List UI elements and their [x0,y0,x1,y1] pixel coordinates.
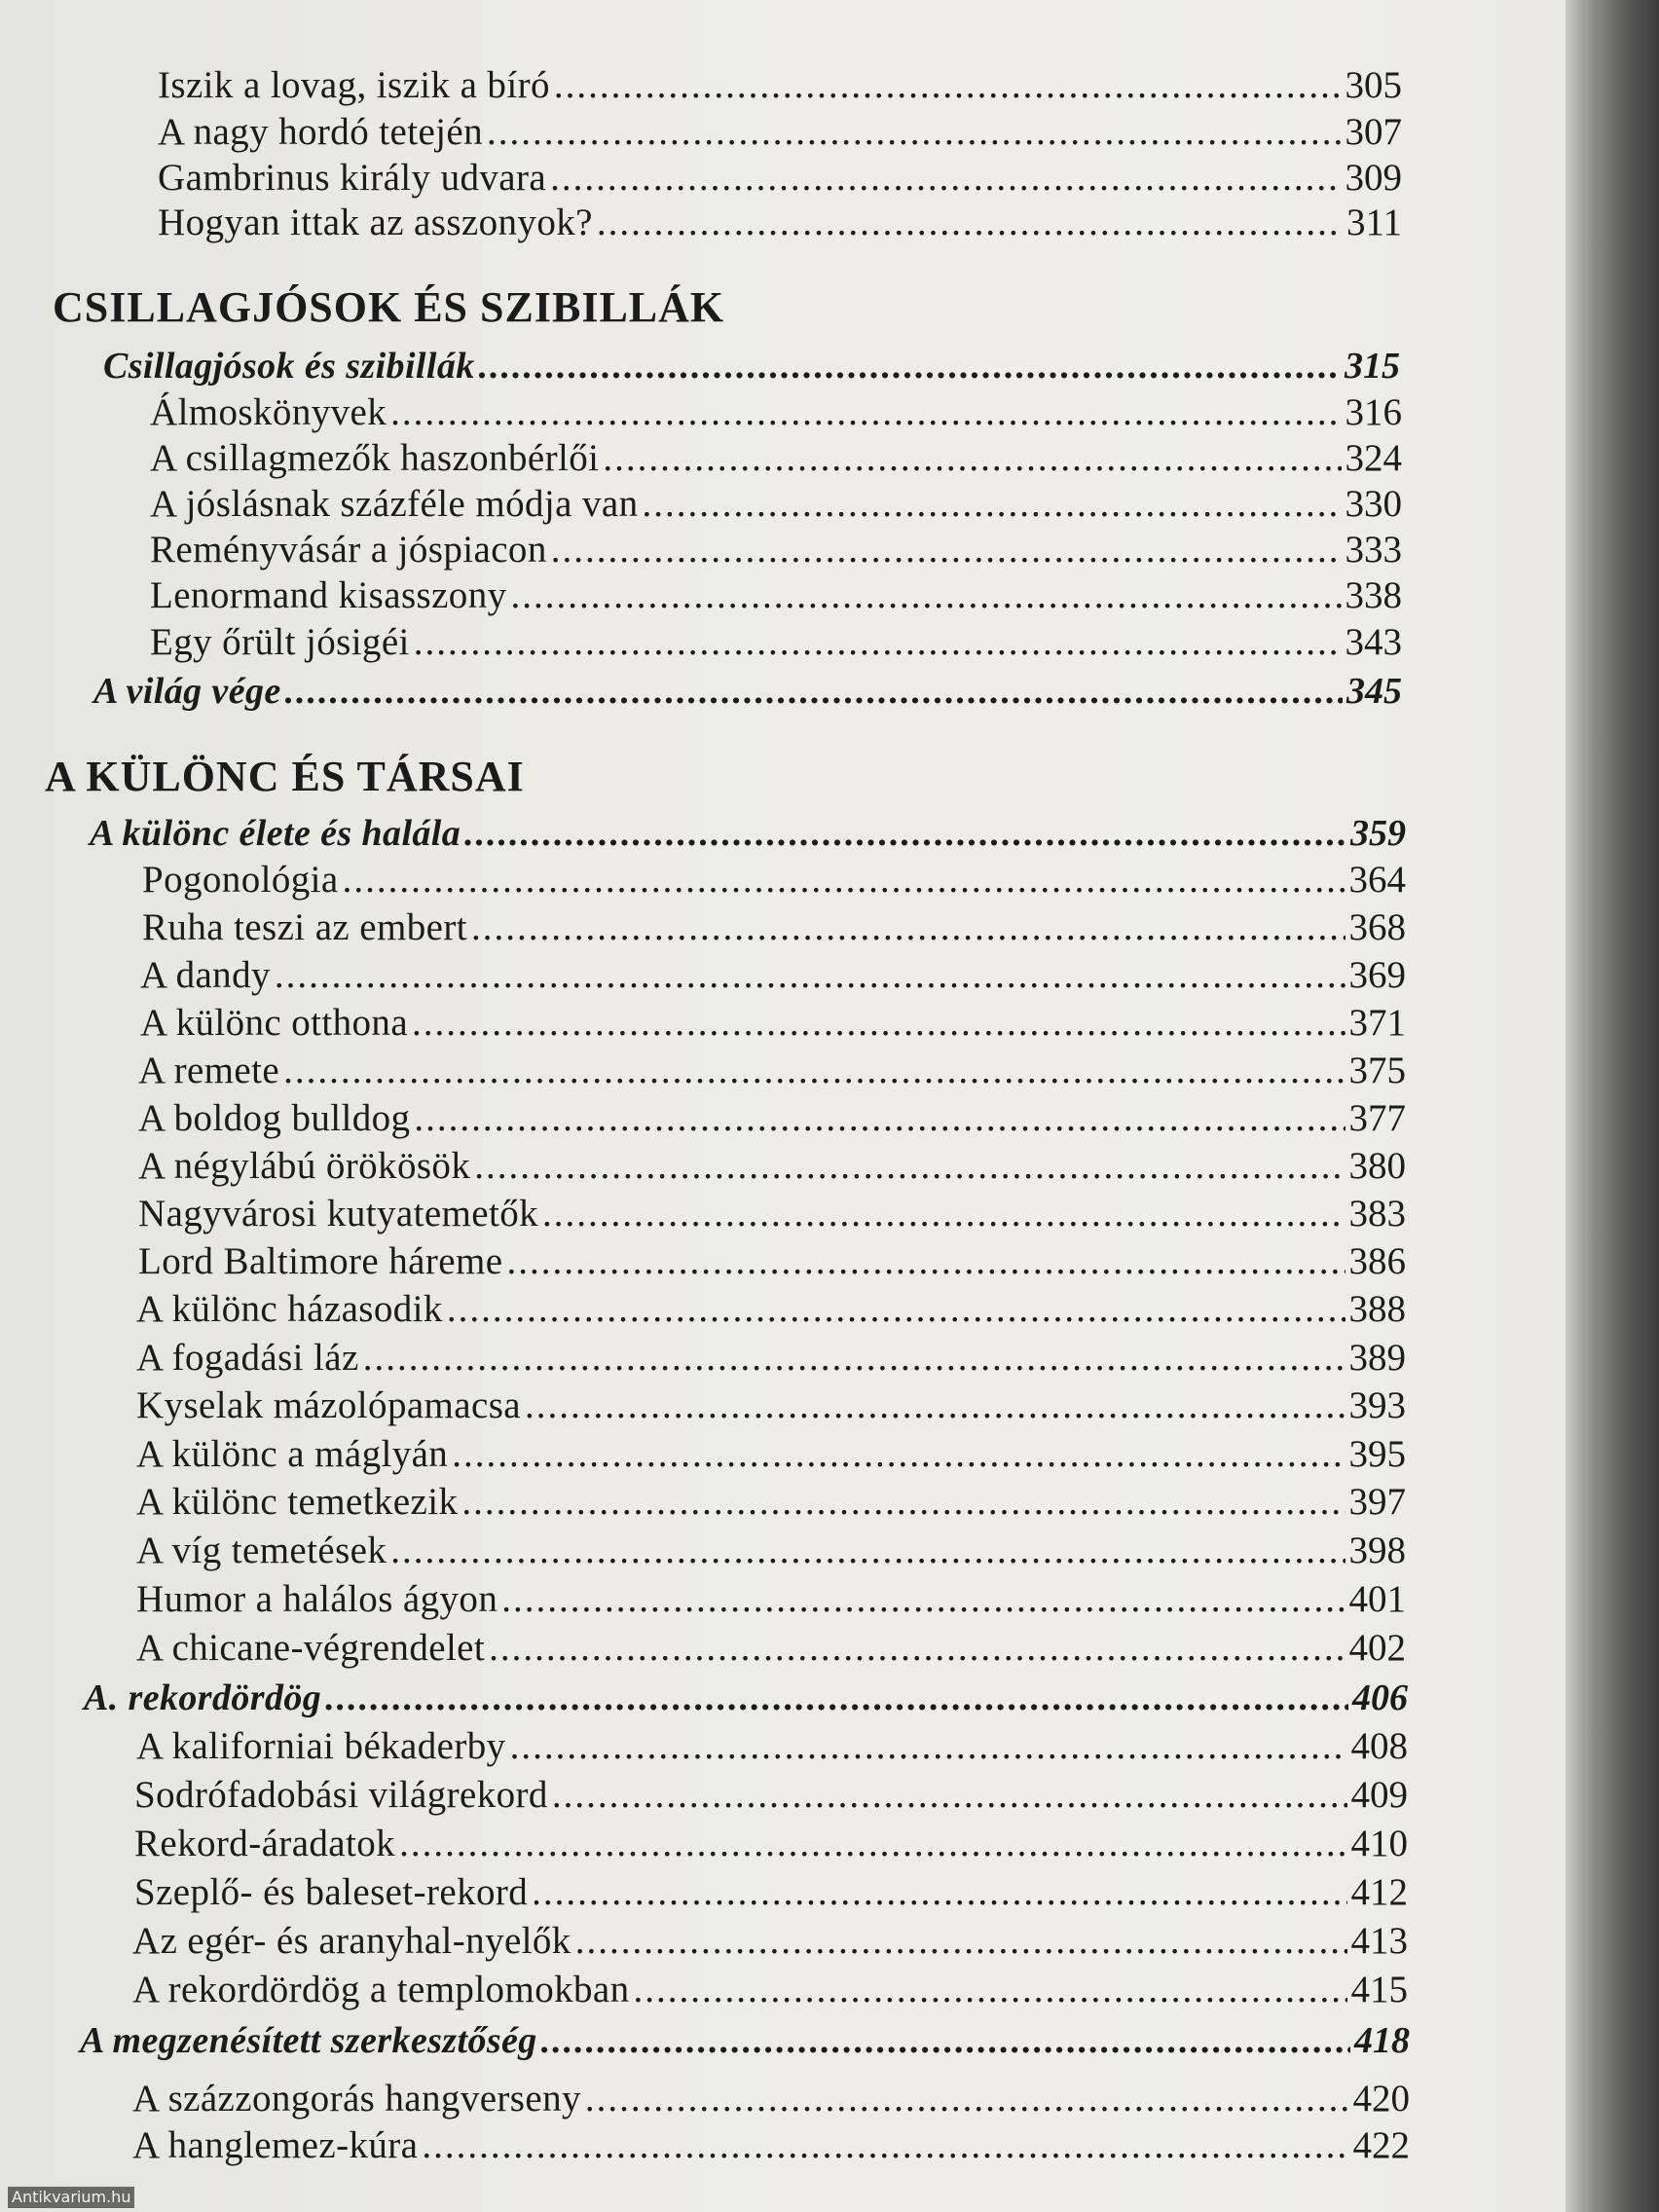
dot-leader [452,1431,1345,1478]
page-number: 309 [1345,157,1402,199]
toc-entry [138,1143,1406,1190]
dot-leader [643,481,1342,528]
entry-title: A remete [138,1050,280,1091]
page-number: 401 [1348,1578,1406,1620]
toc-entry [132,1918,1408,1965]
page-number: 412 [1350,1871,1408,1913]
dot-leader [525,1382,1346,1429]
page-number: 369 [1348,954,1406,996]
entry-title: A víg temetések [136,1530,387,1571]
entry-title: Rekord-áradatok [134,1823,396,1864]
entry-title: A chicane-végrendelet [136,1627,486,1669]
page-number: 371 [1348,1002,1406,1044]
dot-leader [489,1625,1345,1672]
page-number: 406 [1352,1677,1408,1718]
entry-title: Sodrófadobási világrekord [134,1774,548,1816]
page-number: 324 [1345,437,1402,479]
page-number: 389 [1348,1337,1406,1379]
toc-entry [132,2076,1410,2122]
toc-entry [150,481,1402,528]
toc-entry [136,1723,1408,1770]
page-number: 409 [1350,1774,1408,1816]
toc-entry [138,1048,1406,1094]
dot-leader [511,572,1342,619]
chapter-title: A világ vége [93,671,281,712]
entry-title: A csillagmezők haszonbérlői [150,437,600,479]
page-number: 305 [1345,64,1402,106]
entry-title: A kaliforniai békaderby [136,1725,506,1767]
page-number: 395 [1348,1433,1406,1475]
entry-title: A különc temetkezik [136,1481,459,1523]
toc-entry [158,155,1402,202]
toc-entry [136,1528,1406,1574]
dot-leader [422,2122,1348,2169]
toc-entry [150,527,1402,573]
chapter-entry [93,668,1402,715]
chapter-title: Csillagjósok és szibillák [103,346,475,387]
page-number: 338 [1345,574,1402,616]
watermark: Antikvarium.hu [8,2187,134,2208]
dot-leader [285,668,1343,715]
dot-leader [447,1286,1346,1333]
entry-title: A négylábú örökösök [138,1145,471,1187]
toc-entry [142,857,1406,903]
entry-title: Hogyan ittak az asszonyok? [158,202,593,243]
toc-entry [150,619,1402,666]
chapter-title: A megzenésített szerkesztőség [80,2020,537,2061]
entry-title: A különc otthona [140,1002,409,1044]
page-number: 398 [1348,1530,1406,1571]
toc-entry [134,1821,1408,1867]
chapter-title: A. rekordördög [84,1677,322,1718]
toc-entry [134,1772,1408,1819]
dot-leader [597,200,1343,246]
chapter-entry [103,343,1400,389]
dot-leader [325,1675,1348,1721]
page-number: 415 [1350,1969,1408,2010]
entry-title: Szeplő- és baleset-rekord [134,1871,529,1913]
entry-title: Gambrinus király udvara [158,157,547,199]
dot-leader [541,2017,1350,2064]
entry-title: A fogadási láz [136,1337,359,1379]
page-number: 388 [1348,1288,1406,1330]
entry-title: Kyselak mázolópamacsa [136,1384,521,1426]
entry-title: Egy őrült jósigéi [150,621,410,663]
dot-leader [414,1095,1345,1142]
toc-entry [150,435,1402,482]
toc-entry [158,109,1402,156]
toc-entry [150,389,1402,436]
entry-title: Humor a halálos ágyon [136,1578,498,1620]
page-number: 330 [1345,483,1402,525]
entry-title: Pogonológia [142,859,339,901]
entry-title: Az egér- és aranyhal-nyelők [132,1920,571,1962]
toc-entry [138,1095,1406,1142]
chapter-entry [90,810,1406,857]
toc-entry [134,1869,1408,1916]
page-number: 315 [1345,346,1400,387]
page-number: 364 [1348,859,1406,901]
entry-title: A különc a máglyán [136,1433,449,1475]
dot-leader [532,1869,1346,1916]
entry-title: A nagy hordó tetején [158,111,483,153]
dot-leader [479,343,1341,389]
page-number: 375 [1348,1050,1406,1091]
dot-leader [634,1967,1347,2013]
page-number: 311 [1346,202,1402,243]
page-number: 333 [1345,529,1402,571]
entry-title: A rekordördög a templomokban [132,1969,630,2010]
toc-entry [136,1382,1406,1429]
entry-title: A százzongorás hangverseny [132,2078,581,2120]
dot-leader [283,1048,1345,1094]
entry-title: A jóslásnak százféle módja van [150,483,639,525]
page-number: 386 [1348,1240,1406,1282]
toc-entry [132,1967,1408,2013]
dot-leader [399,1821,1346,1867]
page-number: 343 [1345,621,1402,663]
toc-entry [136,1625,1406,1672]
page-number: 410 [1350,1823,1408,1864]
page-number: 383 [1348,1193,1406,1235]
page-number: 397 [1348,1481,1406,1523]
page-number: 345 [1346,671,1402,712]
entry-title: A dandy [140,954,271,996]
toc-entry [136,1576,1406,1623]
dot-leader [414,619,1342,666]
page-number: 380 [1348,1145,1406,1187]
toc-entry [136,1431,1406,1478]
dot-leader [471,904,1346,951]
page-number: 368 [1348,906,1406,948]
dot-leader [390,389,1341,436]
book-spine-edge [1566,0,1659,2212]
dot-leader [550,155,1341,202]
toc-entry [142,904,1406,951]
chapter-entry [80,2017,1410,2064]
page-number: 377 [1348,1097,1406,1139]
dot-leader [542,1191,1345,1237]
toc-entry [158,200,1402,246]
dot-leader [363,1335,1346,1382]
dot-leader [412,1000,1345,1047]
dot-leader [603,435,1341,482]
toc-entry [136,1479,1406,1526]
dot-leader [474,1143,1345,1190]
dot-leader [461,1479,1345,1526]
chapter-entry [84,1675,1408,1721]
section-heading: A KÜLÖNC ÉS TÁRSAI [45,753,525,800]
page-number: 408 [1350,1725,1408,1767]
entry-title: Iszik a lovag, iszik a bíró [158,64,550,106]
toc-entry [140,1000,1406,1047]
toc-entry [136,1335,1406,1382]
dot-leader [552,1772,1347,1819]
dot-leader [510,1723,1347,1770]
dot-leader [506,1238,1345,1285]
dot-leader [551,527,1342,573]
toc-entry [138,1238,1406,1285]
entry-title: Nagyvárosi kutyatemetők [138,1193,539,1235]
dot-leader [501,1576,1345,1623]
section-heading: CSILLAGJÓSOK ÉS SZIBILLÁK [53,283,725,331]
page-number: 307 [1345,111,1402,153]
page-number: 422 [1352,2124,1410,2166]
dot-leader [275,952,1346,999]
dot-leader [585,2076,1349,2122]
dot-leader [554,62,1342,109]
dot-leader [487,109,1342,156]
page-number: 359 [1350,813,1406,854]
toc-entry [150,572,1402,619]
dot-leader [575,1918,1347,1965]
entry-title: A hanglemez-kúra [132,2124,419,2166]
page-number: 418 [1354,2020,1410,2061]
page-number: 402 [1348,1627,1406,1669]
entry-title: Álmoskönyvek [150,391,387,433]
page-number: 316 [1345,391,1402,433]
dot-leader [390,1528,1345,1574]
toc-entry [138,1191,1406,1237]
toc-entry [132,2122,1410,2169]
entry-title: A boldog bulldog [138,1097,411,1139]
toc-entry [140,952,1406,999]
entry-title: Lord Baltimore háreme [138,1240,503,1282]
page-number: 413 [1350,1920,1408,1962]
entry-title: Lenormand kisasszony [150,574,507,616]
page-number: 393 [1348,1384,1406,1426]
entry-title: Ruha teszi az embert [142,906,467,948]
toc-entry [136,1286,1406,1333]
entry-title: Reményvásár a jóspiacon [150,529,547,571]
page-number: 420 [1352,2078,1410,2120]
toc-entry [158,62,1402,109]
dot-leader [464,810,1346,857]
chapter-title: A különc élete és halála [90,813,461,854]
dot-leader [343,857,1346,903]
entry-title: A különc házasodik [136,1288,443,1330]
